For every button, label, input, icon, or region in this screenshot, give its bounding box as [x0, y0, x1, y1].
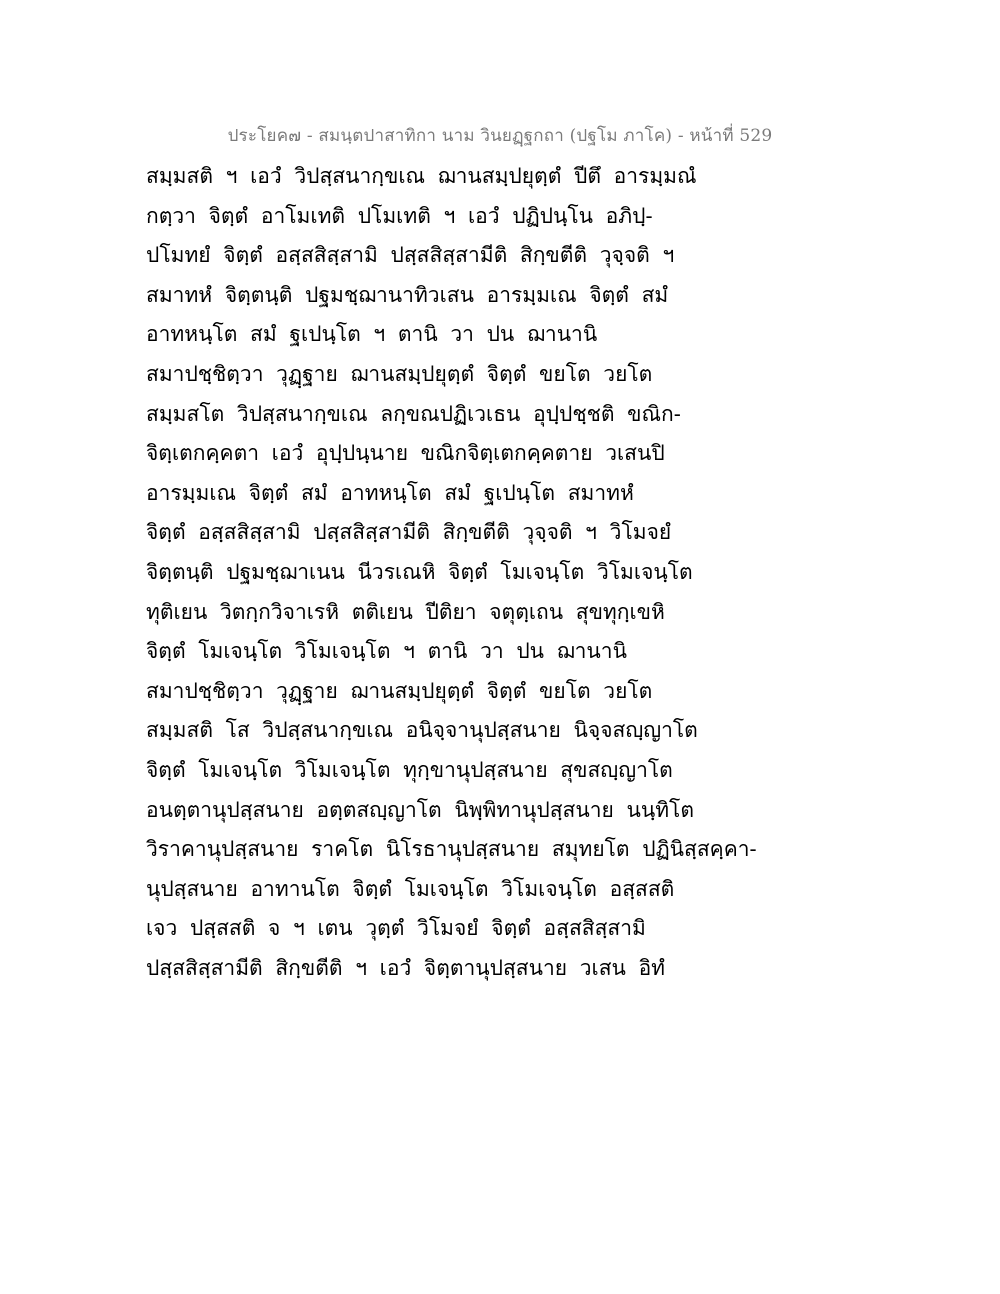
text-line: สมฺมสติ โส วิปสฺสนากฺขเณ อนิจฺจานุปสฺสนาย นิจฺจสญฺญาโต — [146, 718, 698, 743]
text-line: สมฺมสโต วิปสฺสนากฺขเณ ลกฺขณปฏิเวเธน อุปฺปชฺชติ ขณิก- — [146, 401, 681, 426]
text-line: จิตฺตนฺติ ปฐมชฺฌาเนน นีวรเณหิ จิตฺตํ โมเจนฺโต วิโมเจนฺโต — [146, 559, 693, 584]
text-line: ปโมทยํ จิตฺตํ อสฺสสิสฺสามิ ปสฺสสิสฺสามีติ สิกฺขตีติ วุจฺจติ ฯ — [146, 243, 675, 268]
text-line: อารมฺมเณ จิตฺตํ สมํ อาทหนฺโต สมํ ฐเปนฺโต สมาทหํ — [146, 480, 634, 505]
text-line: นุปสฺสนาย อาทานโต จิตฺตํ โมเจนฺโต วิโมเจนฺโต อสฺสสติ — [146, 876, 675, 901]
text-line: วิราคานุปสฺสนาย ราคโต นิโรธานุปสฺสนาย สมุทยโต ปฏินิสฺสคฺคา- — [146, 837, 757, 862]
text-line: ปสฺสสิสฺสามีติ สิกฺขตีติ ฯ เอวํ จิตฺตานุปสฺสนาย วเสน อิทํ — [146, 955, 666, 980]
text-line: จิตฺตํ โมเจนฺโต วิโมเจนฺโต ทุกฺขานุปสฺสนาย สุขสญฺญาโต — [146, 757, 673, 782]
text-line: สมาทหํ จิตฺตนฺติ ปฐมชฺฌานาทิวเสน อารมฺมเณ จิตฺตํ สมํ — [146, 282, 669, 307]
text-line: สมาปชฺชิตฺวา วุฏฺฐาย ฌานสมฺปยุตฺตํ จิตฺตํ ขยโต วยโต — [146, 361, 653, 386]
text-line: เจว ปสฺสสติ จ ฯ เตน วุตฺตํ วิโมจยํ จิตฺตํ อสฺสสิสฺสามิ — [146, 916, 646, 941]
text-line: จิตฺตํ โมเจนฺโต วิโมเจนฺโต ฯ ตานิ วา ปน ฌานานิ — [146, 639, 627, 664]
running-header: ประโยค๗ - สมนฺตปาสาทิกา นาม วินยฏฺฐกถา (ปฐโม ภาโค) - หน้าที่ 529 — [227, 126, 773, 146]
text-line: จิตฺตํ อสฺสสิสฺสามิ ปสฺสสิสฺสามีติ สิกฺขตีติ วุจฺจติ ฯ วิโมจยํ — [146, 520, 672, 545]
text-line: สมฺมสติ ฯ เอวํ วิปสฺสนากฺขเณ ฌานสมฺปยุตฺตํ ปีตึ อารมฺมณํ — [146, 164, 697, 188]
text-line: กตฺวา จิตฺตํ อาโมเทติ ปโมเทติ ฯ เอวํ ปฏิปนฺโน อภิปฺ- — [146, 203, 653, 228]
text-line: จิตฺเตกคฺคตา เอวํ อุปฺปนฺนาย ขณิกจิตฺเตกคฺคตาย วเสนปิ — [146, 441, 665, 466]
text-line: สมาปชฺชิตฺวา วุฏฺฐาย ฌานสมฺปยุตฺตํ จิตฺตํ ขยโต วยโต — [146, 678, 653, 703]
text-line: ทุติเยน วิตกฺกวิจาเรหิ ตติเยน ปีติยา จตุตฺเถน สุขทุกฺเขหิ — [146, 599, 665, 624]
body-text — [146, 157, 886, 988]
text-line: อาทหนฺโต สมํ ฐเปนฺโต ฯ ตานิ วา ปน ฌานานิ — [146, 322, 598, 347]
text-line: อนตฺตานุปสฺสนาย อตฺตสญฺญาโต นิพฺพิทานุปสฺสนาย นนฺทิโต — [146, 797, 694, 822]
